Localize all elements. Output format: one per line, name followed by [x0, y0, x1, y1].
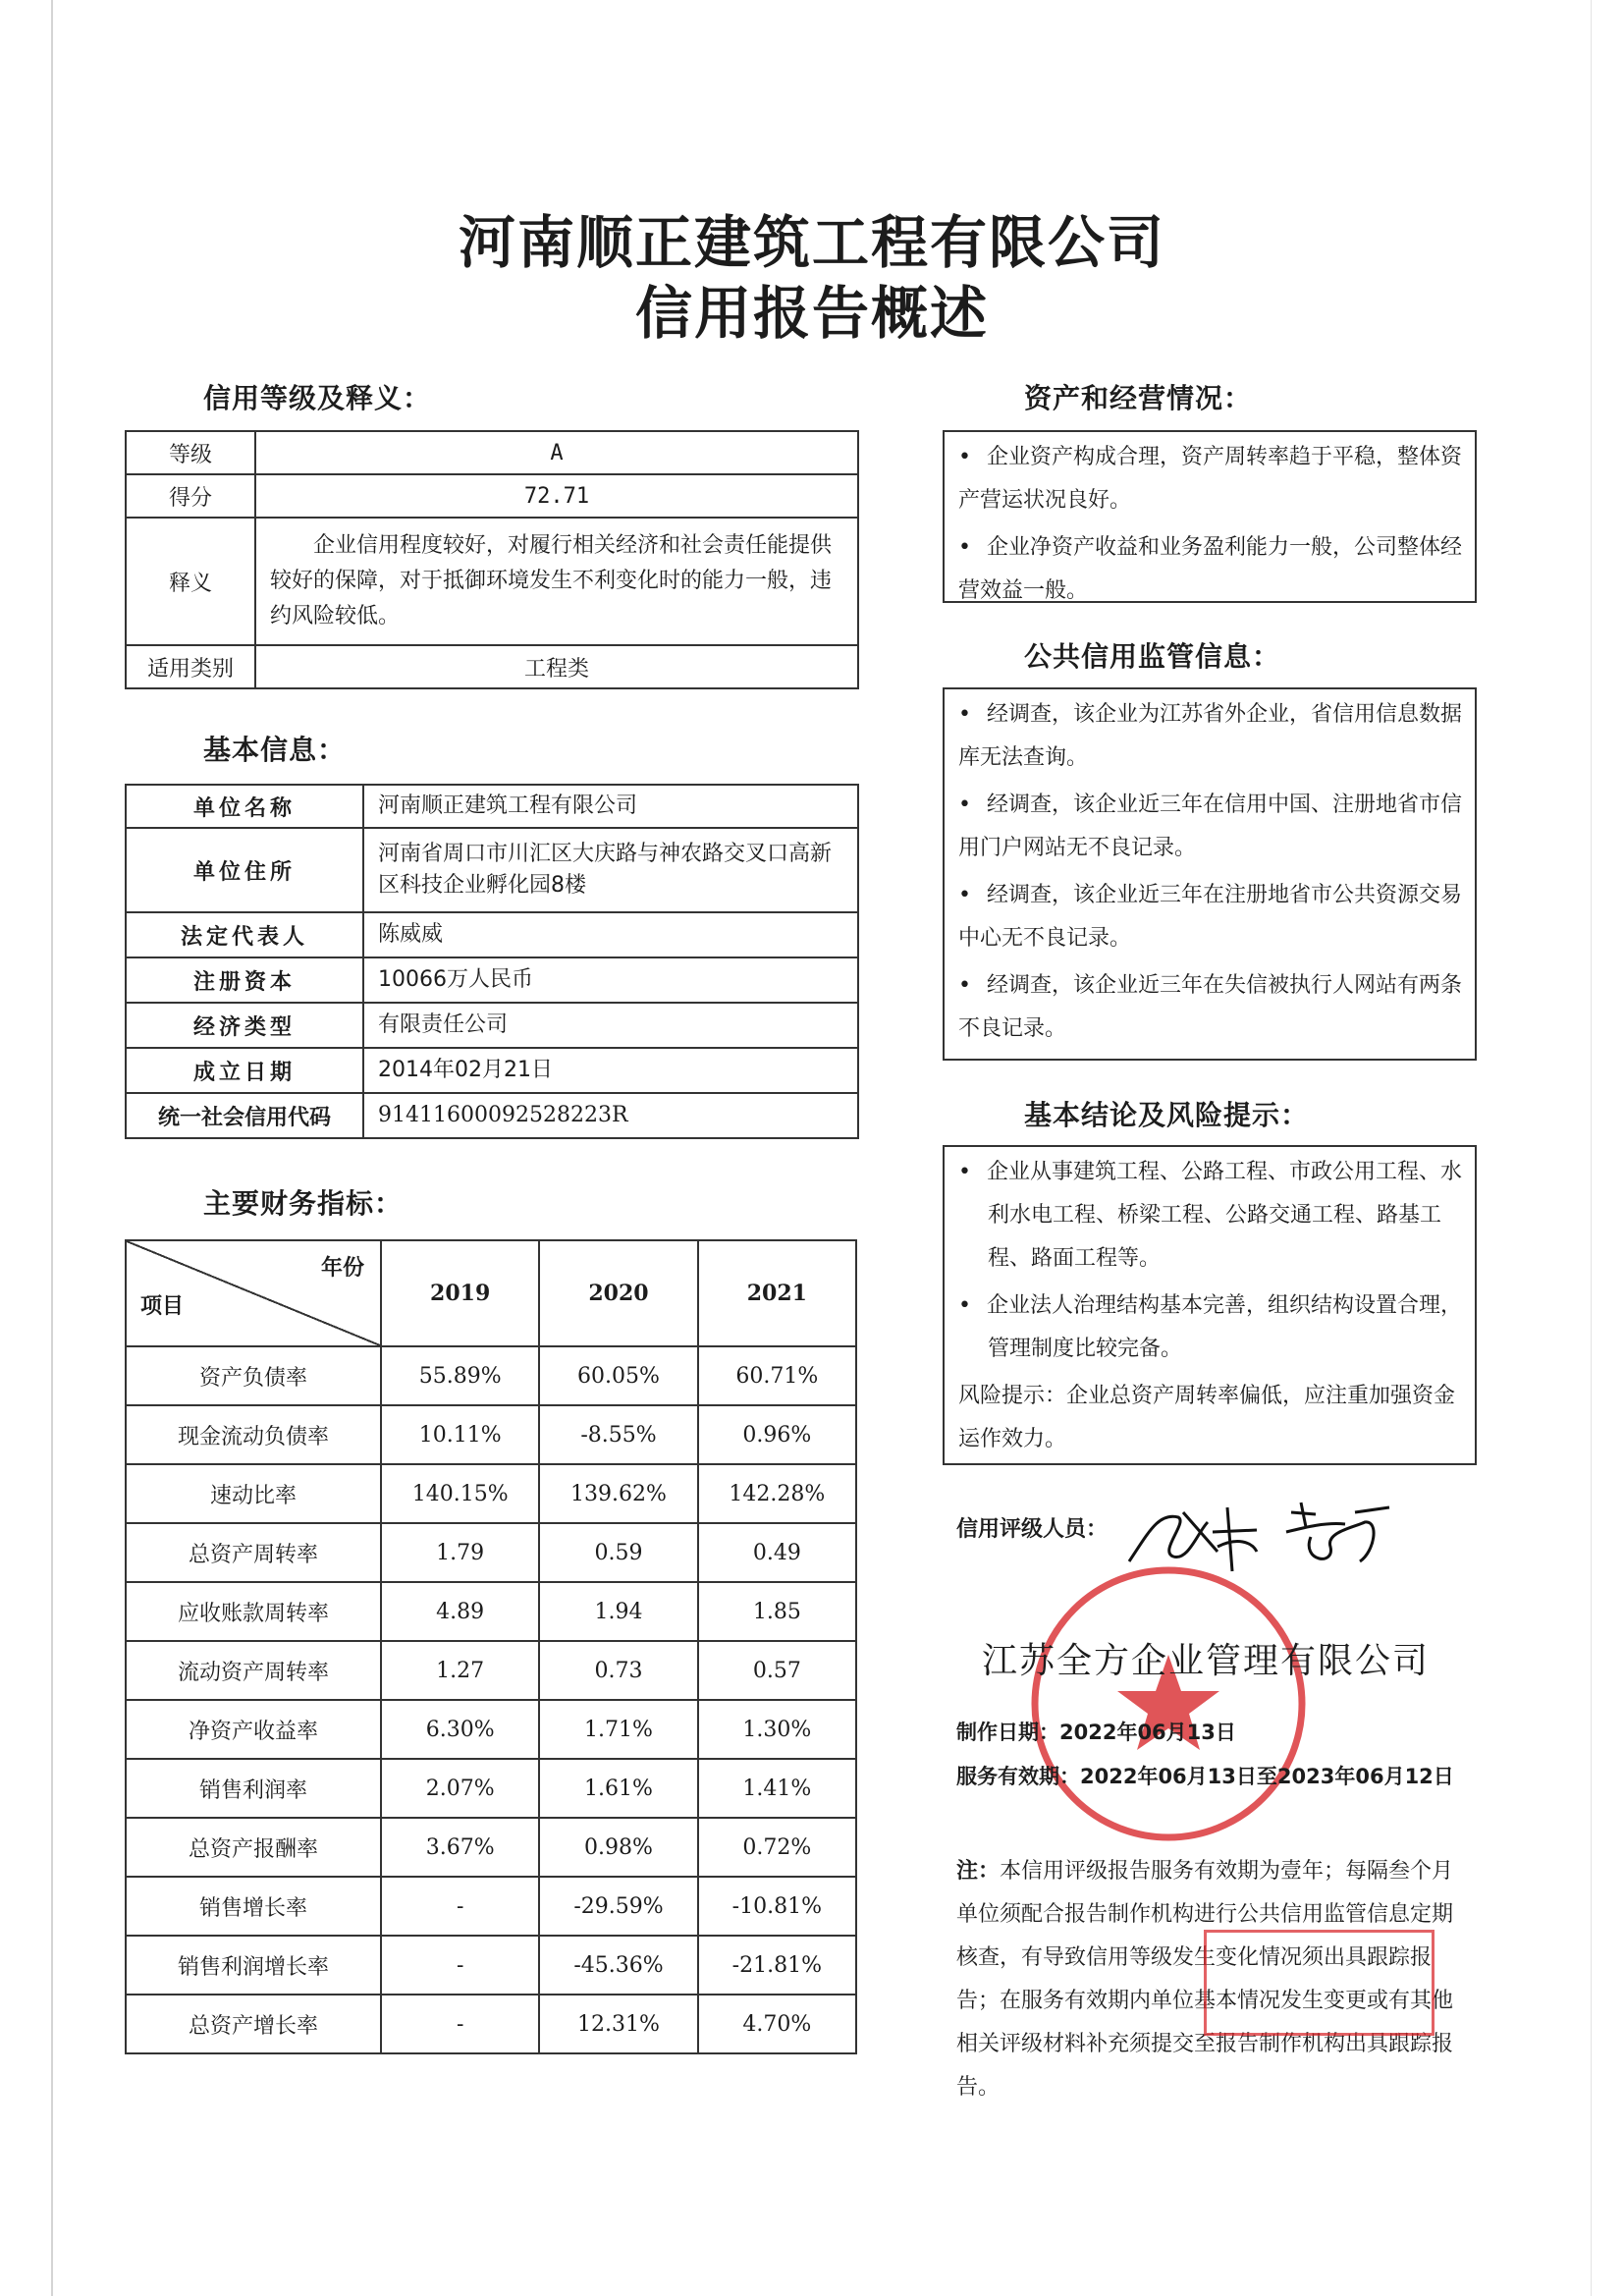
grade-value: A — [255, 431, 858, 474]
public-credit-box — [943, 687, 1477, 1061]
year-2019: 2019 — [381, 1240, 539, 1346]
finance-value: 0.59 — [539, 1523, 697, 1582]
year-header: 年份 — [320, 1256, 364, 1281]
finance-value: 139.62% — [539, 1464, 697, 1523]
finance-value: - — [381, 1995, 539, 2053]
finance-row-label: 流动资产周转率 — [126, 1641, 381, 1700]
conclusion-item: • 企业法人治理结构基本完善，组织结构设置合理，管理制度比较完备。 — [958, 1285, 1463, 1371]
basic-label: 法定代表人 — [126, 912, 363, 957]
assets-item: • 企业资产构成合理，资产周转率趋于平稳，整体资产营运状况良好。 — [958, 436, 1463, 522]
finance-row-label: 销售利润率 — [126, 1759, 381, 1818]
finance-value: - — [381, 1877, 539, 1936]
finance-row-label: 净资产收益率 — [126, 1700, 381, 1759]
conclusion-item: • 企业从事建筑工程、公路工程、市政公用工程、水利水电工程、桥梁工程、公路交通工程、路基工程、路面工程等。 — [958, 1151, 1463, 1281]
page-title: 河南顺正建筑工程有限公司 — [458, 209, 1165, 276]
basic-label: 注册资本 — [126, 957, 363, 1003]
public-credit-item: • 经调查，该企业近三年在信用中国、注册地省市信用门户网站无不良记录。 — [958, 784, 1463, 870]
finance-row-label: 销售增长率 — [126, 1877, 381, 1936]
finance-value: 1.41% — [698, 1759, 856, 1818]
finance-row — [126, 1346, 856, 1405]
assets-heading: 资产和经营情况： — [1024, 382, 1253, 414]
finance-table — [125, 1239, 857, 2054]
finance-value: 1.71% — [539, 1700, 697, 1759]
public-credit-item: • 经调查，该企业为江苏省外企业，省信用信息数据库无法查询。 — [958, 693, 1463, 780]
risk-text: 风险提示：企业总资产周转率偏低，应注重加强资金运作效力。 — [958, 1384, 1456, 1451]
finance-value: 6.30% — [381, 1700, 539, 1759]
finance-row — [126, 1818, 856, 1877]
finance-rows — [126, 1346, 856, 2053]
finance-value: 1.94 — [539, 1582, 697, 1641]
finance-value: 4.89 — [381, 1582, 539, 1641]
grade-label: 等级 — [126, 431, 255, 474]
finance-value: -21.81% — [698, 1936, 856, 1995]
finance-value: 140.15% — [381, 1464, 539, 1523]
finance-corner-cell — [126, 1240, 381, 1346]
finance-value: -10.81% — [698, 1877, 856, 1936]
assets-box — [943, 430, 1477, 603]
red-stamp-box — [1204, 1930, 1435, 2036]
finance-value: 1.61% — [539, 1759, 697, 1818]
rating-table — [125, 430, 859, 689]
score-label: 得分 — [126, 474, 255, 518]
public-credit-item: • 经调查，该企业近三年在失信被执行人网站有两条不良记录。 — [958, 964, 1463, 1051]
meaning-label: 释义 — [126, 518, 255, 645]
page-subtitle: 信用报告概述 — [634, 280, 989, 347]
finance-value: -29.59% — [539, 1877, 697, 1936]
service-validity: 服务有效期：2022年06月13日至2023年06月12日 — [956, 1765, 1454, 1788]
assets-item: • 企业净资产收益和业务盈利能力一般，公司整体经营效益一般。 — [958, 526, 1463, 613]
basic-value: 2014年02月21日 — [363, 1048, 858, 1093]
diagonal-header — [127, 1241, 380, 1345]
production-date: 制作日期：2022年06月13日 — [956, 1721, 1236, 1744]
finance-row-label: 销售利润增长率 — [126, 1936, 381, 1995]
finance-value: 1.27 — [381, 1641, 539, 1700]
score-value: 72.71 — [255, 474, 858, 518]
finance-value: 0.98% — [539, 1818, 697, 1877]
company-seal — [1026, 1561, 1311, 1846]
rating-heading: 信用等级及释义： — [203, 382, 432, 414]
basic-value: 河南省周口市川汇区大庆路与神农路交叉口高新区科技企业孵化园8楼 — [363, 828, 858, 912]
finance-value: 60.71% — [698, 1346, 856, 1405]
finance-row-label: 应收账款周转率 — [126, 1582, 381, 1641]
basic-label: 统一社会信用代码 — [126, 1093, 363, 1138]
finance-value: 1.30% — [698, 1700, 856, 1759]
finance-value: 0.72% — [698, 1818, 856, 1877]
item-header: 项目 — [140, 1294, 185, 1319]
finance-row-label: 总资产报酬率 — [126, 1818, 381, 1877]
finance-row — [126, 1877, 856, 1936]
issuer-company: 江苏全方企业管理有限公司 — [982, 1641, 1431, 1681]
basic-value: 陈威威 — [363, 912, 858, 957]
year-2020: 2020 — [539, 1240, 697, 1346]
basic-value: 有限责任公司 — [363, 1003, 858, 1048]
finance-row — [126, 1759, 856, 1818]
finance-row-label: 速动比率 — [126, 1464, 381, 1523]
basic-value: 10066万人民币 — [363, 957, 858, 1003]
basic-label: 经济类型 — [126, 1003, 363, 1048]
finance-value: 10.11% — [381, 1405, 539, 1464]
finance-row-label: 现金流动负债率 — [126, 1405, 381, 1464]
year-2021: 2021 — [698, 1240, 856, 1346]
finance-row — [126, 1464, 856, 1523]
finance-value: 1.79 — [381, 1523, 539, 1582]
conclusion-heading: 基本结论及风险提示： — [1024, 1099, 1310, 1131]
finance-value: 60.05% — [539, 1346, 697, 1405]
finance-value: 1.85 — [698, 1582, 856, 1641]
finance-value: 0.49 — [698, 1523, 856, 1582]
finance-value: 3.67% — [381, 1818, 539, 1877]
finance-value: -8.55% — [539, 1405, 697, 1464]
finance-row-label: 总资产增长率 — [126, 1995, 381, 2053]
finance-value: - — [381, 1936, 539, 1995]
rater-label: 信用评级人员： — [956, 1517, 1109, 1542]
public-credit-heading: 公共信用监管信息： — [1024, 640, 1281, 673]
finance-row-label: 总资产周转率 — [126, 1523, 381, 1582]
finance-row — [126, 1405, 856, 1464]
finance-row-label: 资产负债率 — [126, 1346, 381, 1405]
finance-row — [126, 1995, 856, 2053]
finance-value: 4.70% — [698, 1995, 856, 2053]
basic-value: 河南顺正建筑工程有限公司 — [363, 785, 858, 828]
note-label: 注： — [956, 1859, 1001, 1884]
note-text: 本信用评级报告服务有效期为壹年；每隔叁个月单位须配合报告制作机构进行公共信用监管信息定期核查，有导致信用等级发生变化情况须出具跟踪报告；在服务有效期内单位基本情况发生变更或有其他相关评级材料补充须提交至报告制作机构出具跟踪报告。 — [956, 1859, 1454, 2100]
finance-value: 142.28% — [698, 1464, 856, 1523]
finance-value: 12.31% — [539, 1995, 697, 2053]
basic-label: 单位住所 — [126, 828, 363, 912]
finance-value: 0.57 — [698, 1641, 856, 1700]
finance-heading: 主要财务指标： — [203, 1187, 404, 1220]
basic-info-table — [125, 784, 859, 1139]
finance-value: 0.73 — [539, 1641, 697, 1700]
finance-value: -45.36% — [539, 1936, 697, 1995]
finance-row — [126, 1641, 856, 1700]
category-value: 工程类 — [255, 645, 858, 688]
finance-row — [126, 1936, 856, 1995]
meaning-text: 企业信用程度较好，对履行相关经济和社会责任能提供较好的保障，对于抵御环境发生不利变化时的能力一般，违约风险较低。 — [255, 518, 858, 645]
finance-value: 0.96% — [698, 1405, 856, 1464]
basic-heading: 基本信息： — [203, 734, 347, 766]
public-credit-item: • 经调查，该企业近三年在注册地省市公共资源交易中心无不良记录。 — [958, 874, 1463, 960]
finance-value: 55.89% — [381, 1346, 539, 1405]
basic-label: 单位名称 — [126, 785, 363, 828]
finance-row — [126, 1523, 856, 1582]
finance-value: 2.07% — [381, 1759, 539, 1818]
basic-value: 91411600092528223R — [363, 1093, 858, 1138]
conclusion-box — [943, 1145, 1477, 1465]
finance-row — [126, 1700, 856, 1759]
finance-row — [126, 1582, 856, 1641]
basic-label: 成立日期 — [126, 1048, 363, 1093]
category-label: 适用类别 — [126, 645, 255, 688]
